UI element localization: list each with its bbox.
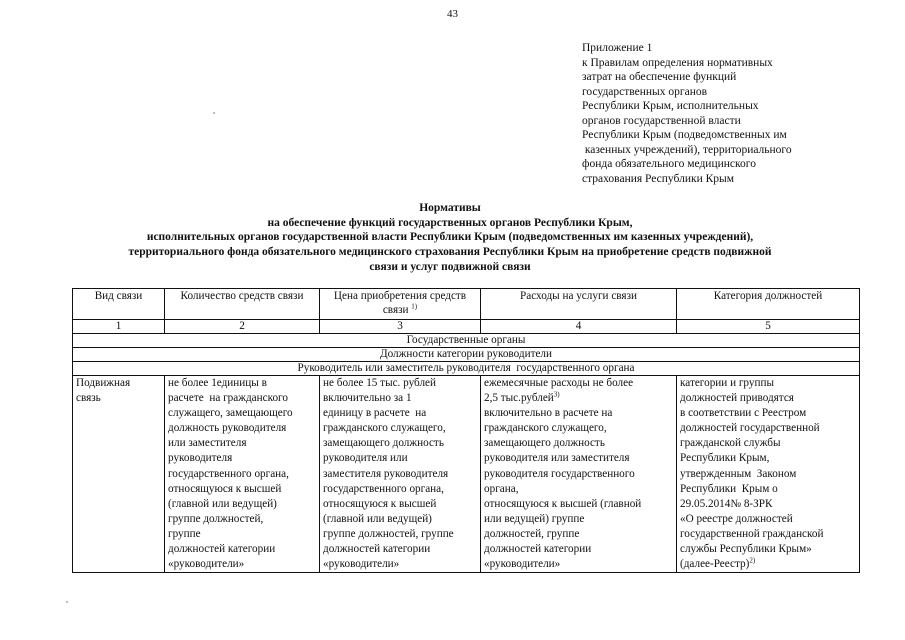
cell-line: включительно за 1 [323,392,412,405]
cell-line: государственного органа, [323,482,444,495]
appendix-line: фонда обязательного медицинского [582,158,756,170]
cell-price [320,376,481,573]
cell-line: 29.05.2014№ 8-ЗРК [680,497,773,510]
cell-line: (главной или ведущей) [168,497,277,510]
appendix-line: государственных органов [582,85,708,98]
cell-line: замещающего должность [484,437,605,450]
column-number: 4 [481,320,677,334]
header-category: Категория должностей [677,289,860,320]
table-header-row [73,289,860,320]
cell-line: (главной или ведущей) [323,512,432,525]
section-label: Руководитель или заместитель руководителя государственного органа [73,362,860,376]
appendix-line: к Правилам определения нормативных [582,56,773,69]
title-line: на обеспечение функций государственных органов Республики Крым, [267,216,633,229]
cell-line: гражданского служащего, [484,422,607,435]
cell-line: группе должностей, [168,512,264,525]
cell-line: или ведущей) группе [484,512,585,525]
cell-line: должностей категории [323,543,431,556]
column-number: 2 [165,320,320,334]
cell-line: относящуюся к высшей (главной [484,497,642,510]
appendix-line: Приложение 1 [582,42,653,54]
cell-line: государственной гражданской [680,527,824,540]
cell-line: относящуюся к высшей [168,482,282,495]
cell-line: не более 15 тыс. рублей [323,377,436,389]
section-label: Государственные органы [73,334,860,348]
column-number-row [73,320,860,334]
cell-line: органа, [484,482,519,495]
appendix-line: страхования Республики Крым [582,172,735,185]
cell-line [680,557,856,572]
appendix-line: Республики Крым (подведомственных им [582,129,787,141]
cell-line: Подвижная [76,377,131,389]
cell-line: или заместителя [168,437,247,450]
column-number: 1 [73,320,165,334]
registry-abbrev: (далее-Реестр) [680,558,750,571]
cell-services [481,376,677,573]
cell-line: руководителя государственного [484,467,635,480]
cell-line: руководителя [168,452,233,465]
cell-line: замещающего должность [323,437,444,450]
cell-line: руководителя или заместителя [484,452,630,465]
cell-line: гражданского служащего, [323,422,446,435]
title-line: связи и услуг подвижной связи [369,260,531,273]
section-row [73,362,860,376]
scan-speck [213,112,215,114]
appendix-line: затрат на обеспечение функций [582,71,737,83]
title-line: территориального фонда обязательного медицинского страхования Республики Крым на приобретение средств подвижной [128,246,772,259]
section-label: Должности категории руководители [73,348,860,362]
cell-line: службы Республики Крым» [680,543,812,556]
cell-line: должностей приводятся [680,392,794,405]
cell-line: единицу в расчете на [323,407,427,420]
page-number: 43 [447,8,458,20]
cell-line: категории и группы [680,377,774,389]
cell-line: расчете на гражданского [168,392,288,405]
document-title [60,201,840,275]
section-row [73,334,860,348]
appendix-line: Республики Крым, исполнительных [582,100,759,112]
cell-line: должностей, группе [484,527,580,540]
cell-quantity [165,376,320,573]
appendix-note [582,41,832,186]
cell-line: относящуюся к высшей [323,497,437,510]
cell-line: «О реестре должностей [680,512,793,525]
norms-table [72,288,860,573]
cell-line: должностей категории [484,543,592,556]
title-line: Нормативы [419,202,481,214]
header-price [320,289,481,320]
cell-line: государственного органа, [168,467,289,480]
cell-line: «руководители» [168,558,245,571]
table-row [73,376,860,573]
services-amount: 2,5 тыс.рублей [484,392,554,405]
cell-line: гражданской службы [680,437,781,450]
cell-line: Республики Крым, [680,452,770,465]
header-price-label: Цена приобретения средств связи [333,290,467,317]
cell-line: руководителя или [323,452,408,465]
cell-line: не более 1единицы в [168,377,267,389]
column-number: 5 [677,320,860,334]
cell-category [677,376,860,573]
cell-line: в соответствии с Реестром [680,407,807,420]
cell-line: включительно в расчете на [484,407,613,420]
section-row [73,348,860,362]
cell-line: должностей государственной [680,422,820,435]
cell-line: связь [76,392,101,405]
header-services: Расходы на услуги связи [481,289,677,320]
cell-line: «руководители» [323,558,400,571]
title-line: исполнительных органов государственной власти Республики Крым (подведомственных им казенных учреждений), [146,231,754,244]
cell-line: ежемесячные расходы не более [484,377,634,389]
cell-line: «руководители» [484,558,561,571]
cell-line: должность руководителя [168,422,287,435]
header-quantity: Количество средств связи [165,289,320,320]
footnote-mark: 2) [749,556,756,565]
footnote-mark: 3) [553,390,560,399]
cell-line: группе должностей, группе [323,527,454,540]
appendix-line: органов государственной власти [582,114,741,127]
cell-line: служащего, замещающего [168,407,293,420]
cell-connection-type [73,376,165,573]
appendix-line: казенных учреждений), территориального [582,143,792,156]
column-number: 3 [320,320,481,334]
cell-line [484,391,673,406]
cell-line: должностей категории [168,543,276,556]
cell-line: заместителя руководителя [323,467,449,480]
footnote-mark: 1) [411,302,418,311]
cell-line: Республики Крым о [680,482,778,495]
scan-speck [66,601,68,603]
header-connection-type: Вид связи [73,289,165,320]
cell-line: утвержденным Законом [680,467,797,480]
cell-line: группе [168,527,201,540]
